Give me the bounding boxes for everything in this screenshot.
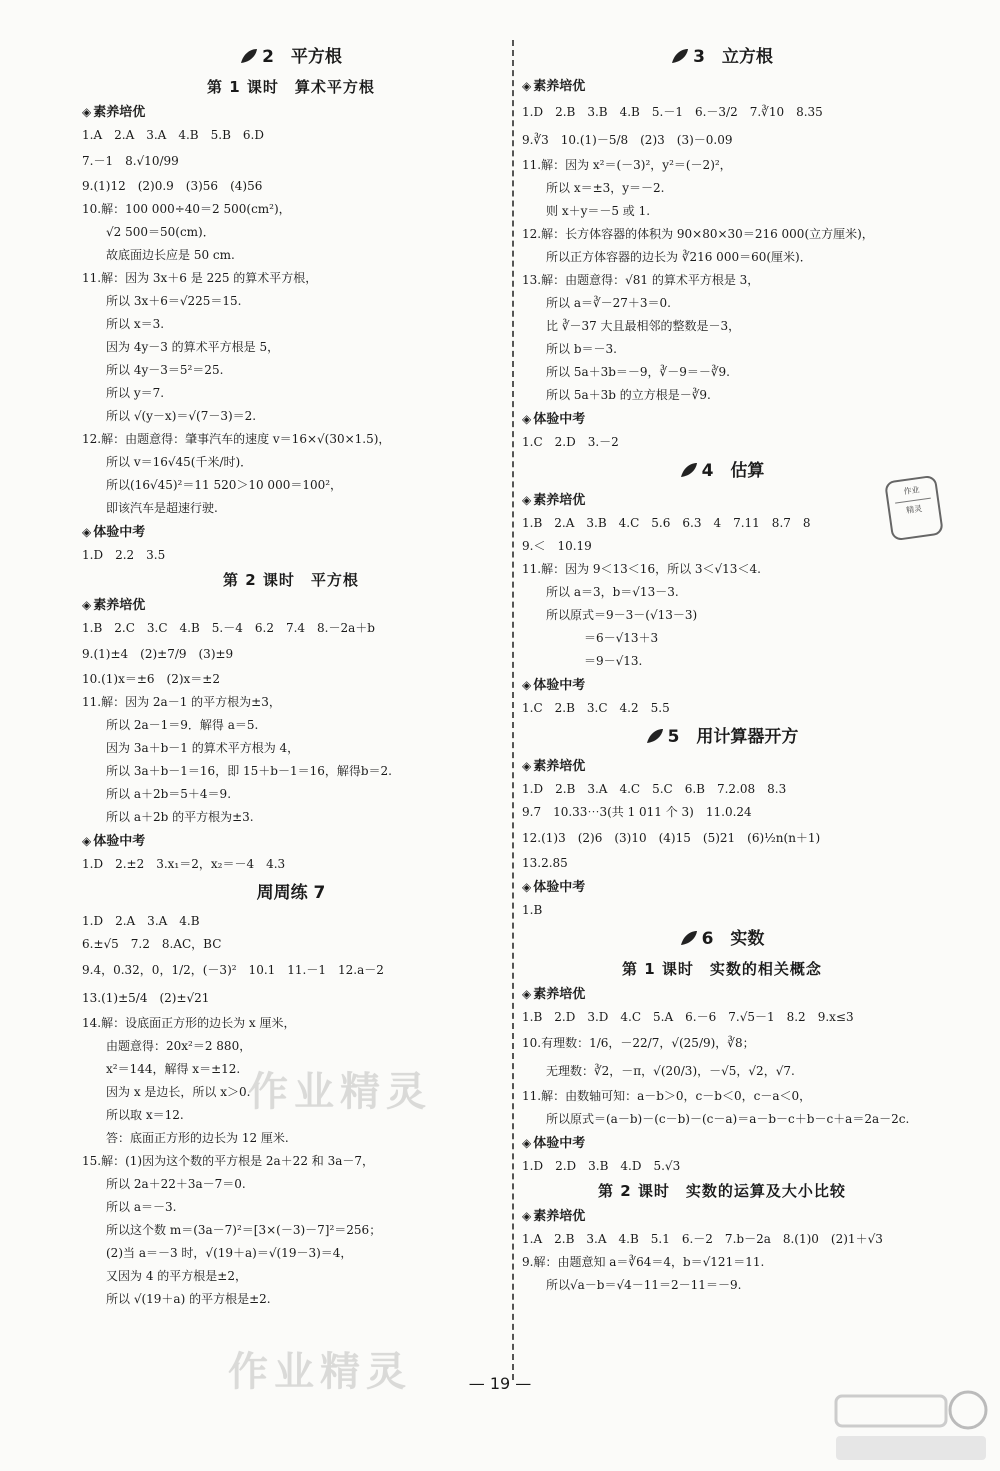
answer-line: 则 x＋y＝－5 或 1. [546,204,651,218]
answer-line: 所以 5a＋3b＝－9，∛－9＝－∛9. [546,365,730,379]
leaf-icon [240,42,258,58]
answer-line: 所以 x＝3. [106,317,165,331]
leaf-icon [646,722,664,738]
answer-line: 所以取 x＝12. [106,1108,184,1122]
leaf-icon [680,924,698,940]
answer-line: 12.(1)3 (2)6 (3)10 (4)15 (5)21 (6)½n(n＋1) [522,831,821,845]
section-title: 2 平方根 [82,40,500,74]
answer-line: (2)当 a＝－3 时，√(19＋a)＝√(19－3)＝4， [106,1246,353,1260]
heading-suyang: ◈ 素养培优 [82,593,500,617]
answer-line: 所以 a＝∛－27＋3＝0. [546,296,671,310]
answer-line: 所以 v＝16√45(千米/时)． [106,455,253,469]
answer-line: 所以 3a＋b－1＝16，即 15＋b－1＝16，解得b＝2. [106,764,392,778]
answer-line: 10.(1)x＝±6 (2)x＝±2 [82,672,220,686]
stamp: 作业 精灵 [884,475,944,542]
answer-line: 比 ∛－37 大且最相邻的整数是－3， [546,319,741,333]
answer-line: 9.(1)12 (2)0.9 (3)56 (4)56 [82,179,263,193]
answer-line: 所以 3x＋6＝√225＝15. [106,294,242,308]
leaf-icon [680,456,698,472]
heading-tiyan: ◈ 体验中考 [522,407,922,431]
diamond-icon: ◈ [522,759,532,773]
answer-line: 12.解：由题意得：肇事汽车的速度 v＝16×√(30×1.5)， [82,432,391,446]
diamond-icon: ◈ [522,79,532,93]
answer-line: 1.D 2.2 3.5 [82,548,166,562]
heading-tiyan: ◈ 体验中考 [522,1131,922,1155]
answer-line: 所以 x＝±3，y＝－2. [546,181,665,195]
answer-line: ＝9－√13. [584,654,643,668]
heading-suyang: ◈ 素养培优 [522,754,922,778]
site-logo-icon [828,1388,988,1468]
section-title: 3 立方根 [522,40,922,74]
answer-line: 所以 b＝－3. [546,342,617,356]
answer-line: 1.A 2.B 3.A 4.B 5.1 6.－2 7.b－2a 8.(1)0 (2)1＋√3 [522,1232,883,1246]
diamond-icon: ◈ [522,678,532,692]
answer-line: 所以原式＝(a－b)－(c－b)－(c－a)＝a－b－c＋b－c＋a＝2a－2c. [546,1112,910,1126]
answer-line: 9.解：由题意知 a＝∛64＝4，b＝√121＝11. [522,1255,765,1269]
answer-line: 所以(16√45)²＝11 520＞10 000＝100²， [106,478,343,492]
answer-line: 所以 5a＋3b 的立方根是－∛9. [546,388,711,402]
diamond-icon: ◈ [522,1136,532,1150]
answer-line: 1.D 2.A 3.A 4.B [82,914,200,928]
answer-line: 10.解：100 000÷40＝2 500(cm²)， [82,202,291,216]
answer-line: 故底面边长应是 50 cm. [106,248,235,262]
answer-line: 所以 y＝7. [106,386,165,400]
diamond-icon: ◈ [82,525,92,539]
page-number: — 19 — [468,1374,532,1393]
answer-line: 1.D 2.±2 3.x₁＝2，x₂＝－4 4.3 [82,857,286,871]
diamond-icon: ◈ [522,1209,532,1223]
answer-line: 所以 a＝－3. [106,1200,177,1214]
diamond-icon: ◈ [522,987,532,1001]
answer-line: 所以原式＝9－3－(√13－3) [546,608,698,622]
answer-line: 11.解：因为 x²＝(－3)²，y²＝(－2)²， [522,158,732,172]
watermark: 作业精灵 [248,1069,432,1115]
answer-line: 即该汽车是超速行驶. [106,501,218,515]
answer-line: 由题意得：20x²＝2 880， [106,1039,252,1053]
answer-line: 因为 4y－3 的算术平方根是 5， [106,340,280,354]
answer-line: 所以 4y－3＝5²＝25. [106,363,224,377]
answer-line: 13.2.85 [522,856,568,870]
answer-line: 所以正方体容器的边长为 ∛216 000＝60(厘米)． [546,250,812,264]
answer-line: 因为 x 是边长，所以 x＞0. [106,1085,251,1099]
left-column [82,40,500,1311]
right-column [522,40,922,1297]
diamond-icon: ◈ [522,493,532,507]
answer-line: 所以√a－b＝√4－11＝2－11＝－9. [546,1278,742,1292]
answer-line: 11.解：因为 3x＋6 是 225 的算术平方根， [82,271,318,285]
diamond-icon: ◈ [522,412,532,426]
answer-line: 11.解：因为 9＜13＜16，所以 3＜√13＜4. [522,562,761,576]
answer-line: ＝6－√13＋3 [584,631,659,645]
section-title: 6 实数 [522,922,922,956]
answer-line: 13.(1)±5/4 (2)±√21 [82,991,210,1005]
answer-line: 所以 a＝3，b＝√13－3. [546,585,679,599]
answer-line: 9.＜ 10.19 [522,539,592,553]
answer-line: 1.D 2.B 3.A 4.C 5.C 6.B 7.2.08 8.3 [522,782,787,796]
answer-line: 9.4，0.32，0，1/2，(－3)² 10.1 11.－1 12.a－2 [82,963,384,977]
answer-line: 所以 2a＋22＋3a－7＝0. [106,1177,246,1191]
answer-line: 1.B [522,903,543,917]
heading-tiyan: ◈ 体验中考 [82,520,500,544]
diamond-icon: ◈ [82,834,92,848]
answer-line: 所以 √(y－x)＝√(7－3)＝2. [106,409,257,423]
diamond-icon: ◈ [522,880,532,894]
column-divider [512,40,514,1380]
heading-tiyan: ◈ 体验中考 [522,875,922,899]
answer-line: 11.解：由数轴可知：a－b＞0，c－b＜0，c－a＜0， [522,1089,812,1103]
lesson-title: 第 1 课时 实数的相关概念 [622,960,822,978]
answer-line: 9.∛3 10.(1)－5/8 (2)3 (3)－0.09 [522,133,733,147]
heading-suyang: ◈ 素养培优 [82,100,500,124]
answer-line: 所以 a＋2b＝5＋4＝9. [106,787,232,801]
answer-line: 11.解：因为 2a－1 的平方根为±3， [82,695,281,709]
lesson-title: 第 2 课时 实数的运算及大小比较 [598,1182,846,1200]
answer-line: 答：底面正方形的边长为 12 厘米. [106,1131,289,1145]
heading-suyang: ◈ 素养培优 [522,488,922,512]
answer-line: 7.－1 8.√10/99 [82,154,179,168]
answer-line: 所以 √(19＋a) 的平方根是±2. [106,1292,271,1306]
answer-line: 因为 3a＋b－1 的算术平方根为 4， [106,741,300,755]
lesson-title: 第 1 课时 算术平方根 [207,78,375,96]
answer-line: 所以这个数 m＝(3a－7)²＝[3×(－3)－7]²＝256； [106,1223,382,1237]
answer-line: 无理数：∛2，－π，√(20/3)，－√5，√2，√7. [546,1064,795,1078]
section-title: 5 用计算器开方 [522,720,922,754]
leaf-icon [671,42,689,58]
answer-line: 1.B 2.D 3.D 4.C 5.A 6.－6 7.√5－1 8.2 9.x≤3 [522,1010,854,1024]
answer-line: 1.B 2.C 3.C 4.B 5.－4 6.2 7.4 8.－2a＋b [82,621,375,635]
heading-suyang: ◈ 素养培优 [522,1204,922,1228]
answer-line: 6.±√5 7.2 8.AC，BC [82,937,222,951]
heading-suyang: ◈ 素养培优 [522,74,922,98]
watermark: 作业精灵 [228,1349,412,1395]
section-title: 4 估算 [522,454,922,488]
answer-line: 10.有理数：1/6，－22/7，√(25/9)，∛8； [522,1036,755,1050]
answer-line: 14.解：设底面正方形的边长为 x 厘米， [82,1016,296,1030]
answer-line: 所以 2a－1＝9．解得 a＝5. [106,718,259,732]
heading-tiyan: ◈ 体验中考 [522,673,922,697]
answer-line: 1.A 2.A 3.A 4.B 5.B 6.D [82,128,264,142]
lesson-title: 第 2 课时 平方根 [223,571,359,589]
answer-line: 所以 a＋2b 的平方根为±3. [106,810,254,824]
answer-line: 13.解：由题意得：√81 的算术平方根是 3， [522,273,760,287]
heading-suyang: ◈ 素养培优 [522,982,922,1006]
answer-line: 1.B 2.A 3.B 4.C 5.6 6.3 4 7.11 8.7 8 [522,516,811,530]
answer-line: 1.C 2.B 3.C 4.2 5.5 [522,701,670,715]
heading-tiyan: ◈ 体验中考 [82,829,500,853]
diamond-icon: ◈ [82,105,92,119]
answer-line: 1.D 2.B 3.B 4.B 5.－1 6.－3/2 7.∛10 8.35 [522,105,823,119]
answer-line: 1.D 2.D 3.B 4.D 5.√3 [522,1159,681,1173]
answer-line: 又因为 4 的平方根是±2， [106,1269,247,1283]
answer-line: x²＝144，解得 x＝±12. [106,1062,241,1076]
answer-line: 15.解：(1)因为这个数的平方根是 2a＋22 和 3a－7， [82,1154,375,1168]
section-title: 周周练 7 [256,883,326,903]
answer-line: 9.(1)±4 (2)±7/9 (3)±9 [82,647,234,661]
answer-line: √2 500＝50(cm)． [106,225,215,239]
diamond-icon: ◈ [82,598,92,612]
answer-line: 1.C 2.D 3.－2 [522,435,619,449]
answer-line: 9.7 10.33⋯3(共 1 011 个 3) 11.0.24 [522,805,752,819]
answer-line: 12.解：长方体容器的体积为 90×80×30＝216 000(立方厘米)， [522,227,874,241]
